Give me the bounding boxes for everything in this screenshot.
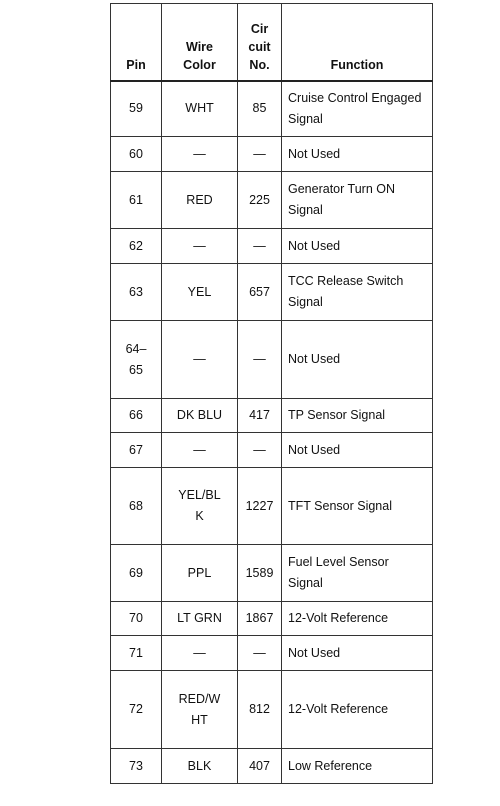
table-row xyxy=(111,636,433,671)
function-cell: Low Reference xyxy=(282,749,433,784)
pin-cell: 63 xyxy=(111,264,162,321)
table-row xyxy=(111,172,433,229)
pin-cell: 67 xyxy=(111,433,162,468)
table-row xyxy=(111,81,433,137)
wire-color-cell: — xyxy=(162,636,238,671)
wire-color-cell: — xyxy=(162,433,238,468)
function-cell: Not Used xyxy=(282,636,433,671)
table-row xyxy=(111,433,433,468)
table-row xyxy=(111,399,433,433)
circuit-cell: 1227 xyxy=(238,468,282,545)
function-cell: Cruise Control Engaged Signal xyxy=(282,81,433,137)
pin-cell: 62 xyxy=(111,229,162,264)
function-cell: Not Used xyxy=(282,321,433,399)
pin-cell: 70 xyxy=(111,602,162,636)
table-row xyxy=(111,264,433,321)
pin-cell: 60 xyxy=(111,137,162,172)
table-header xyxy=(111,4,433,81)
function-cell: Not Used xyxy=(282,433,433,468)
circuit-cell: 417 xyxy=(238,399,282,433)
pin-table xyxy=(110,3,433,784)
table-body xyxy=(111,81,433,784)
circuit-cell: 1867 xyxy=(238,602,282,636)
circuit-cell: — xyxy=(238,229,282,264)
pin-cell: 66 xyxy=(111,399,162,433)
function-cell: Fuel Level Sensor Signal xyxy=(282,545,433,602)
wire-color-cell: RED/WHT xyxy=(162,671,238,749)
function-cell: 12-Volt Reference xyxy=(282,671,433,749)
wire-color-cell: — xyxy=(162,229,238,264)
table-row xyxy=(111,137,433,172)
wire-color-cell: DK BLU xyxy=(162,399,238,433)
function-cell: Not Used xyxy=(282,229,433,264)
header-pin: Pin xyxy=(111,4,162,81)
wire-color-cell: YEL/BLK xyxy=(162,468,238,545)
function-cell: TFT Sensor Signal xyxy=(282,468,433,545)
header-circuit-no: Cir cuit No. xyxy=(238,4,282,81)
function-cell: Not Used xyxy=(282,137,433,172)
wire-color-cell: BLK xyxy=(162,749,238,784)
pin-cell: 61 xyxy=(111,172,162,229)
circuit-cell: 225 xyxy=(238,172,282,229)
function-cell: TCC Release Switch Signal xyxy=(282,264,433,321)
circuit-cell: 85 xyxy=(238,81,282,137)
circuit-cell: — xyxy=(238,433,282,468)
circuit-cell: — xyxy=(238,137,282,172)
table-row xyxy=(111,545,433,602)
pin-cell: 71 xyxy=(111,636,162,671)
wire-color-cell: — xyxy=(162,137,238,172)
circuit-cell: 657 xyxy=(238,264,282,321)
wire-color-cell: YEL xyxy=(162,264,238,321)
pin-cell: 68 xyxy=(111,468,162,545)
table-row xyxy=(111,321,433,399)
table-row xyxy=(111,671,433,749)
pin-cell: 64–65 xyxy=(111,321,162,399)
wire-color-cell: — xyxy=(162,321,238,399)
circuit-cell: 812 xyxy=(238,671,282,749)
table-row xyxy=(111,602,433,636)
wire-color-cell: WHT xyxy=(162,81,238,137)
pin-cell: 69 xyxy=(111,545,162,602)
function-cell: TP Sensor Signal xyxy=(282,399,433,433)
header-function: Function xyxy=(282,4,433,81)
pin-cell: 59 xyxy=(111,81,162,137)
circuit-cell: 1589 xyxy=(238,545,282,602)
table-row xyxy=(111,749,433,784)
function-cell: Generator Turn ON Signal xyxy=(282,172,433,229)
circuit-cell: 407 xyxy=(238,749,282,784)
function-cell: 12-Volt Reference xyxy=(282,602,433,636)
wire-color-cell: RED xyxy=(162,172,238,229)
table-row xyxy=(111,229,433,264)
pin-cell: 73 xyxy=(111,749,162,784)
header-row xyxy=(111,4,433,81)
circuit-cell: — xyxy=(238,321,282,399)
pin-cell: 72 xyxy=(111,671,162,749)
table-row xyxy=(111,468,433,545)
circuit-cell: — xyxy=(238,636,282,671)
header-wire-color: Wire Color xyxy=(162,4,238,81)
wire-color-cell: PPL xyxy=(162,545,238,602)
wire-color-cell: LT GRN xyxy=(162,602,238,636)
